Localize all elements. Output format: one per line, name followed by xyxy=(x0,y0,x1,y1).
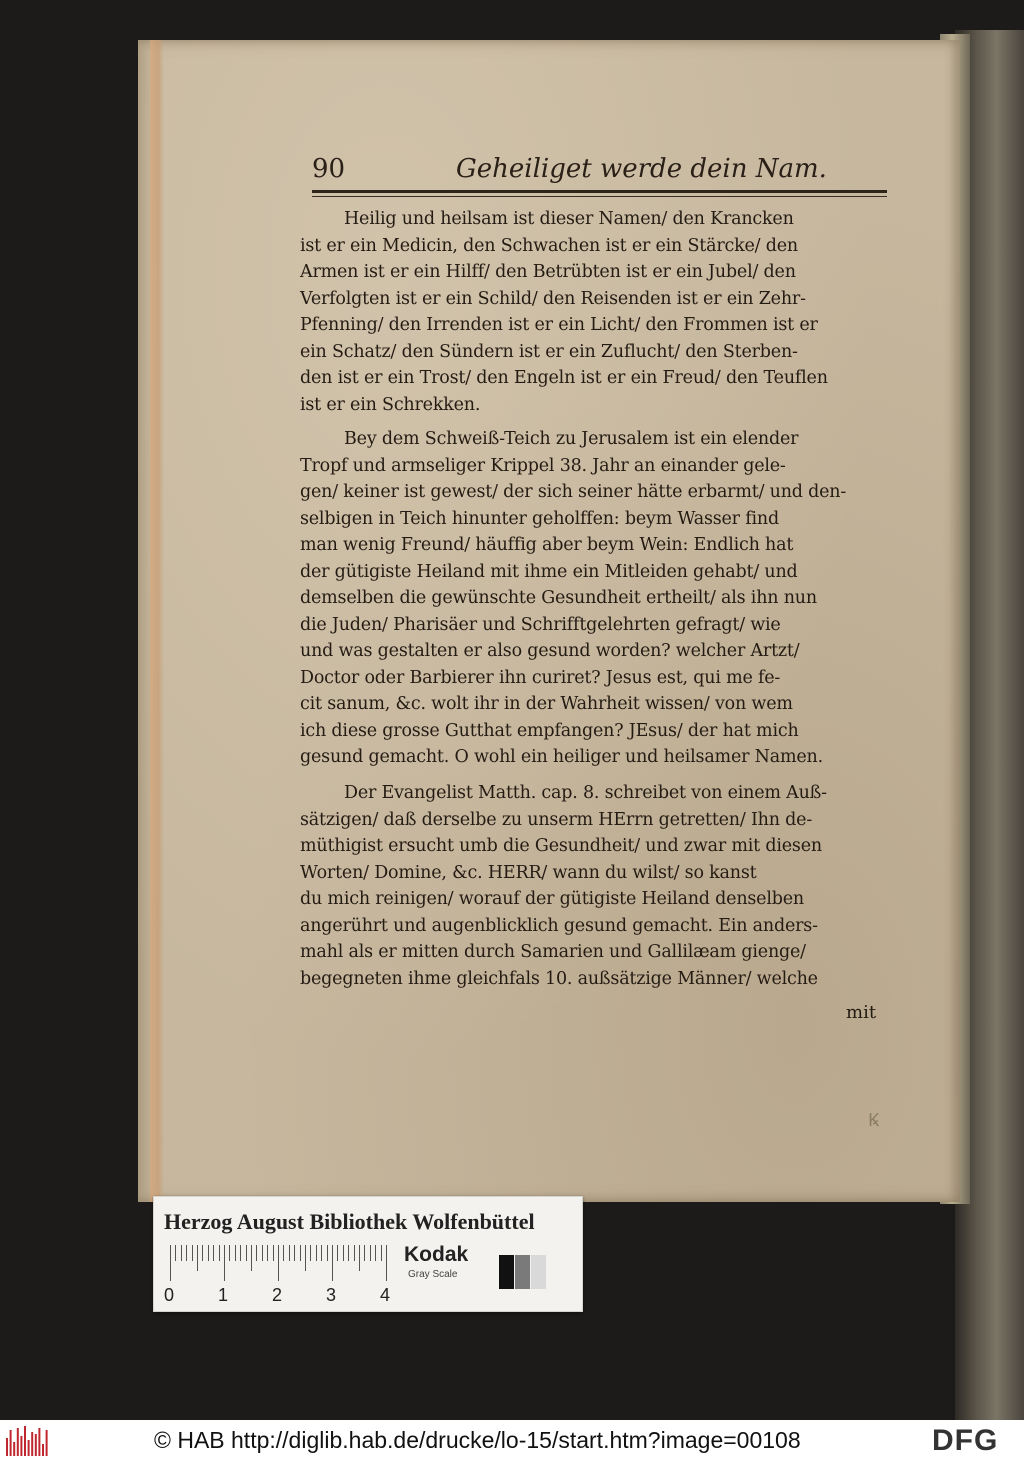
ruler-tick xyxy=(364,1245,365,1261)
ruler-tick xyxy=(316,1245,317,1261)
paragraph-1 xyxy=(300,206,828,418)
ruler-tick xyxy=(310,1245,311,1261)
ruler-label: 3 xyxy=(326,1285,337,1305)
text-line: sätzigen/ daß derselbe zu unserm HErrn getretten/ Ihn de- xyxy=(300,809,813,830)
kodak-logo: Kodak xyxy=(404,1243,469,1266)
logo-bar xyxy=(17,1428,19,1456)
ruler-tick xyxy=(240,1245,241,1261)
ruler-label: 0 xyxy=(164,1285,175,1305)
ruler-tick xyxy=(235,1245,236,1261)
ruler-tick xyxy=(283,1245,284,1261)
logo-bar xyxy=(10,1430,12,1456)
gray-swatch xyxy=(515,1255,530,1289)
library-card xyxy=(153,1196,583,1312)
ruler-label: 4 xyxy=(380,1285,391,1305)
text-line: gesund gemacht. O wohl ein heiliger und heilsamer Namen. xyxy=(300,747,823,767)
logo-bar xyxy=(28,1440,30,1456)
header-rule xyxy=(312,190,887,193)
ruler-tick xyxy=(305,1245,306,1271)
margin-mark: Ꝃ xyxy=(868,1110,880,1131)
ruler-tick xyxy=(170,1245,171,1281)
ruler-tick xyxy=(186,1245,187,1261)
ruler-tick xyxy=(300,1245,301,1261)
ruler-tick xyxy=(294,1245,295,1261)
ruler-tick xyxy=(202,1245,203,1261)
logo-bar xyxy=(31,1432,33,1456)
ruler-tick xyxy=(224,1245,225,1281)
ruler-tick xyxy=(321,1245,322,1261)
header-rule-thin xyxy=(312,196,887,197)
text-line: Verfolgten ist er ein Schild/ den Reisenden ist er ein Zehr- xyxy=(300,288,806,309)
text-line: demselben die gewünschte Gesundheit ertheilt/ als ihn nun xyxy=(300,588,817,608)
text-line: den ist er ein Trost/ den Engeln ist er ein Freud/ den Teuflen xyxy=(300,368,828,388)
dfg-logo[interactable]: DFG xyxy=(932,1424,999,1457)
ruler-tick xyxy=(219,1245,220,1261)
ruler-tick xyxy=(181,1245,182,1261)
text-line: die Juden/ Pharisäer und Schrifftgelehrten gefragt/ wie xyxy=(300,614,781,635)
ruler-tick xyxy=(262,1245,263,1261)
text-line: und was gestalten er also gesund worden? welcher Artzt/ xyxy=(300,641,800,661)
logo-bar xyxy=(42,1444,44,1456)
logo-bar xyxy=(46,1430,48,1456)
ruler-tick xyxy=(175,1245,176,1261)
text-line: der gütigiste Heiland mit ihme ein Mitleiden gehabt/ und xyxy=(300,561,798,582)
ruler-tick xyxy=(289,1245,290,1261)
text-line: Doctor oder Barbierer ihn curiret? Jesus est, qui me fe- xyxy=(300,667,781,688)
copyright-link[interactable]: © HAB http://diglib.hab.de/drucke/lo-15/start.htm?image=00108 xyxy=(154,1427,801,1453)
text-line: begegneten ihme gleichfals 10. außsätzige Männer/ welche xyxy=(300,968,818,989)
ruler-tick xyxy=(192,1245,193,1261)
running-title: Geheiliget werde dein Nam. xyxy=(456,154,827,184)
page-left-edge xyxy=(150,40,164,1202)
ruler-tick xyxy=(197,1245,198,1271)
ruler-tick xyxy=(354,1245,355,1261)
ruler-tick xyxy=(370,1245,371,1261)
text-line: mahl als er mitten durch Samarien und Gallilæam gienge/ xyxy=(300,942,806,962)
ruler-tick xyxy=(213,1245,214,1261)
text-line: ist er ein Medicin, den Schwachen ist er ein Stärcke/ den xyxy=(300,235,798,256)
logo-bar xyxy=(20,1436,22,1456)
ruler-tick xyxy=(332,1245,333,1281)
text-line: ich diese grosse Gutthat empfangen? JEsus/ der hat mich xyxy=(300,720,799,741)
gray-scale-label: Gray Scale xyxy=(408,1269,458,1280)
ruler-label: 1 xyxy=(218,1285,229,1305)
logo-bar xyxy=(35,1434,37,1456)
text-line: ist er ein Schrekken. xyxy=(300,394,481,415)
text-line: Tropf und armseliger Krippel 38. Jahr an einander gele- xyxy=(300,455,786,476)
text-line: Armen ist er ein Hilff/ den Betrübten ist er ein Jubel/ den xyxy=(300,262,796,282)
ruler-tick xyxy=(208,1245,209,1261)
ruler-tick xyxy=(348,1245,349,1261)
text-line: ein Schatz/ den Sündern ist er ein Zuflucht/ den Sterben- xyxy=(300,341,798,362)
logo-bar xyxy=(38,1428,40,1456)
text-line: angerührt und augenblicklich gesund gemacht. Ein anders- xyxy=(300,915,818,936)
footer-bar xyxy=(0,1420,1024,1463)
ruler-label: 2 xyxy=(272,1285,283,1305)
text-line: Der Evangelist Matth. cap. 8. schreibet von einem Auß- xyxy=(344,783,827,803)
text-line: gen/ keiner ist gewest/ der sich seiner hätte erbarmt/ und den- xyxy=(300,482,847,502)
text-line: man wenig Freund/ häuffig aber beym Wein: Endlich hat xyxy=(300,535,794,555)
ruler-tick xyxy=(375,1245,376,1261)
text-line: du mich reinigen/ worauf der gütigiste Heiland denselben xyxy=(300,889,804,909)
ruler-tick xyxy=(381,1245,382,1261)
ruler-tick xyxy=(327,1245,328,1261)
ruler-tick xyxy=(386,1245,387,1281)
page-number: 90 xyxy=(312,154,346,184)
catchword: mit xyxy=(846,1002,877,1023)
text-line: Worten/ Domine, &c. HERR/ wann du wilst/ so kanst xyxy=(300,862,757,883)
ruler-tick xyxy=(229,1245,230,1261)
paragraph-3 xyxy=(300,780,827,992)
logo-bar xyxy=(6,1438,8,1456)
ruler-tick xyxy=(251,1245,252,1271)
ruler-tick xyxy=(273,1245,274,1261)
text-line: Heilig und heilsam ist dieser Namen/ den Krancken xyxy=(344,209,794,229)
paragraph-2 xyxy=(300,426,846,771)
text-line: selbigen in Teich hinunter geholffen: beym Wasser find xyxy=(300,508,779,529)
ruler-tick xyxy=(256,1245,257,1261)
ruler-tick xyxy=(278,1245,279,1281)
ruler-tick xyxy=(359,1245,360,1271)
ruler-tick xyxy=(343,1245,344,1261)
ruler-tick xyxy=(337,1245,338,1261)
ruler-tick xyxy=(267,1245,268,1261)
page-header xyxy=(312,152,892,192)
library-name: Herzog August Bibliothek Wolfenbüttel xyxy=(164,1209,535,1234)
logo-bar xyxy=(13,1442,15,1456)
text-line: Bey dem Schweiß-Teich zu Jerusalem ist ein elender xyxy=(344,429,799,449)
hab-logo-icon[interactable] xyxy=(6,1426,50,1456)
gray-swatch xyxy=(531,1255,546,1289)
text-line: müthigist ersucht umb die Gesundheit/ und zwar mit diesen xyxy=(300,836,822,856)
logo-bar xyxy=(24,1426,26,1456)
ruler-tick xyxy=(246,1245,247,1261)
scale-ruler xyxy=(170,1245,396,1289)
text-line: Pfenning/ den Irrenden ist er ein Licht/ den Frommen ist er xyxy=(300,315,818,335)
text-line: cit sanum, &c. wolt ihr in der Wahrheit wissen/ von wem xyxy=(300,694,793,714)
gray-swatch xyxy=(499,1255,514,1289)
